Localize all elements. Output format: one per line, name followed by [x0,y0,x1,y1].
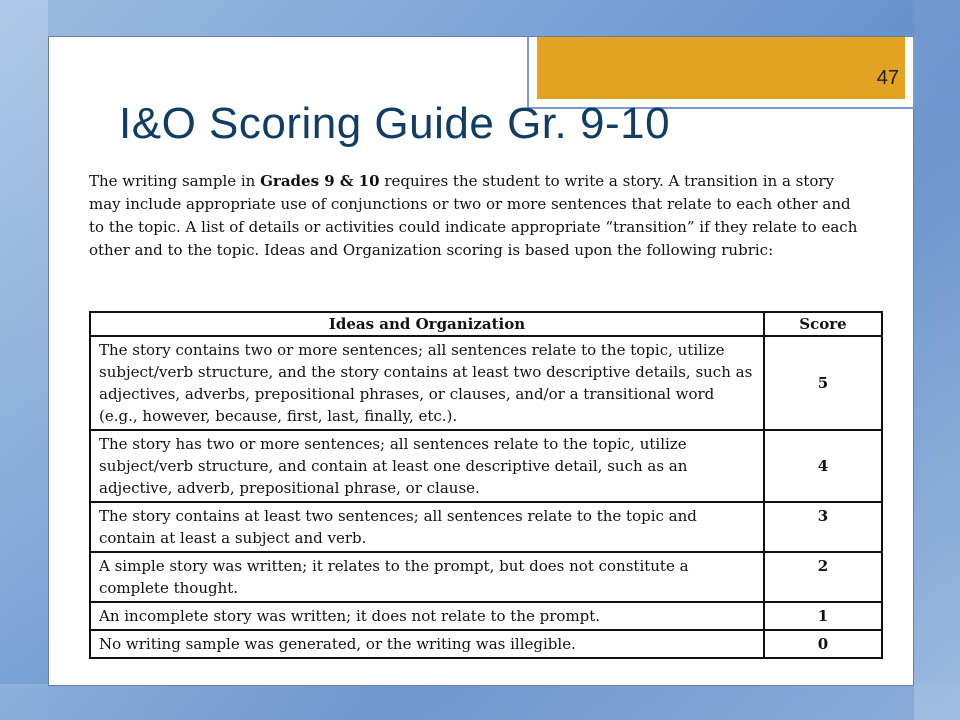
table-row [90,430,882,502]
table-row [90,336,882,430]
background-stripe-left [0,0,48,720]
row-score: 0 [764,630,882,658]
rubric-table [89,311,883,659]
row-score: 2 [764,552,882,602]
row-description: No writing sample was generated, or the writing was illegible. [90,630,764,658]
row-description: An incomplete story was written; it does not relate to the prompt. [90,602,764,630]
slide [48,36,914,686]
slide-title: I&O Scoring Guide Gr. 9-10 [119,99,671,148]
header-score: Score [764,312,882,336]
header-tab-accent [537,37,905,99]
table-row [90,602,882,630]
background-stripe-right [914,0,960,720]
table-row [90,502,882,552]
intro-paragraph [89,170,869,262]
row-description: A simple story was written; it relates to the prompt, but does not constitute a complete thought. [90,552,764,602]
row-description: The story contains at least two sentences; all sentences relate to the topic and contain at least a subject and verb. [90,502,764,552]
row-description: The story contains two or more sentences; all sentences relate to the topic, utilize subject/verb structure, and the story contains at least two descriptive details, such as adjectives, adverbs, prepositional phrases, or clauses, and/or a transitional word (e.g., however, because, first, last, finally, etc.). [90,336,764,430]
row-score: 1 [764,602,882,630]
page-number: 47 [876,67,899,89]
header-criteria: Ideas and Organization [90,312,764,336]
row-description: The story has two or more sentences; all sentences relate to the topic, utilize subject/verb structure, and contain at least one descriptive detail, such as an adjective, adverb, prepositional phrase, or clause. [90,430,764,502]
intro-text-start: The writing sample in [89,172,261,190]
background-stripe-bottom [0,684,960,720]
row-score: 3 [764,502,882,552]
rubric-header-row [90,312,882,336]
row-score: 4 [764,430,882,502]
table-row [90,552,882,602]
intro-text-rest: requires the student to write a story. A transition in a story may include appropriate use of conjunctions or two or more sentences that relate to each other and to the topic. A list of details or activities could indicate appropriate “transition” if they relate to each other and to the topic. Ideas and Organization scoring is based upon the following rubric: [89,172,858,259]
intro-grade-bold: Grades 9 & 10 [260,172,380,190]
row-score: 5 [764,336,882,430]
table-row [90,630,882,658]
